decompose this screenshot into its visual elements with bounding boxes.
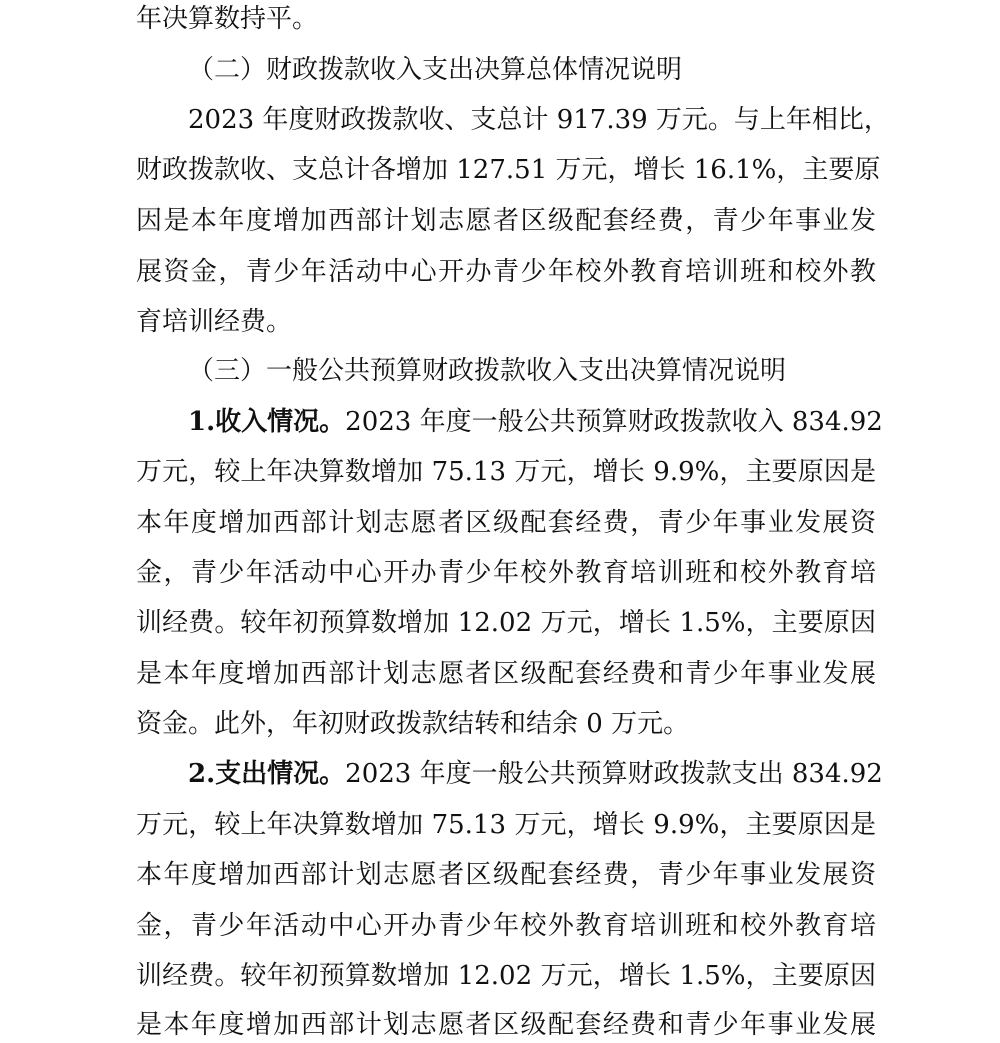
income-first-line: 2023 年度一般公共预算财政拨款收入 834.92: [345, 407, 883, 437]
paragraph-line: 本年度增加西部计划志愿者区级配套经费，青少年事业发展资: [136, 508, 876, 538]
income-label: 1.收入情况。: [188, 407, 346, 437]
paragraph-line: 展资金，青少年活动中心开办青少年校外教育培训班和校外教: [136, 257, 876, 287]
expenditure-first-line: 2023 年度一般公共预算财政拨款支出 834.92: [345, 759, 883, 789]
paragraph-line: 年决算数持平。: [136, 4, 319, 34]
paragraph-line: 金，青少年活动中心开办青少年校外教育培训班和校外教育培: [136, 911, 876, 941]
expenditure-label: 2.支出情况。: [188, 759, 346, 789]
paragraph-line: 是本年度增加西部计划志愿者区级配套经费和青少年事业发展: [136, 659, 876, 689]
paragraph-line: 财政拨款收、支总计各增加 127.51 万元，增长 16.1%，主要原: [136, 155, 881, 185]
paragraph-line: 本年度增加西部计划志愿者区级配套经费，青少年事业发展资: [136, 860, 876, 890]
paragraph-line: 训经费。较年初预算数增加 12.02 万元，增长 1.5%，主要原因: [136, 608, 876, 638]
paragraph-line: 万元，较上年决算数增加 75.13 万元，增长 9.9%，主要原因是: [136, 457, 876, 487]
paragraph-line: [188, 757, 883, 791]
paragraph-line: 因是本年度增加西部计划志愿者区级配套经费，青少年事业发: [136, 206, 876, 236]
paragraph-line: 训经费。较年初预算数增加 12.02 万元，增长 1.5%，主要原因: [136, 961, 876, 991]
paragraph-line: 资金。此外，年初财政拨款结转和结余 0 万元。: [136, 709, 690, 739]
section-heading-iii: （三）一般公共预算财政拨款收入支出决算情况说明: [188, 356, 787, 386]
section-heading-ii: （二）财政拨款收入支出决算总体情况说明: [188, 55, 683, 85]
paragraph-line: 是本年度增加西部计划志愿者区级配套经费和青少年事业发展: [136, 1010, 876, 1040]
paragraph-line: 万元，较上年决算数增加 75.13 万元，增长 9.9%，主要原因是: [136, 810, 876, 840]
paragraph-line: [188, 405, 883, 439]
paragraph-line: 育培训经费。: [136, 307, 293, 337]
paragraph-line: 金，青少年活动中心开办青少年校外教育培训班和校外教育培: [136, 558, 876, 588]
paragraph-line: 2023 年度财政拨款收、支总计 917.39 万元。与上年相比，: [188, 105, 890, 135]
